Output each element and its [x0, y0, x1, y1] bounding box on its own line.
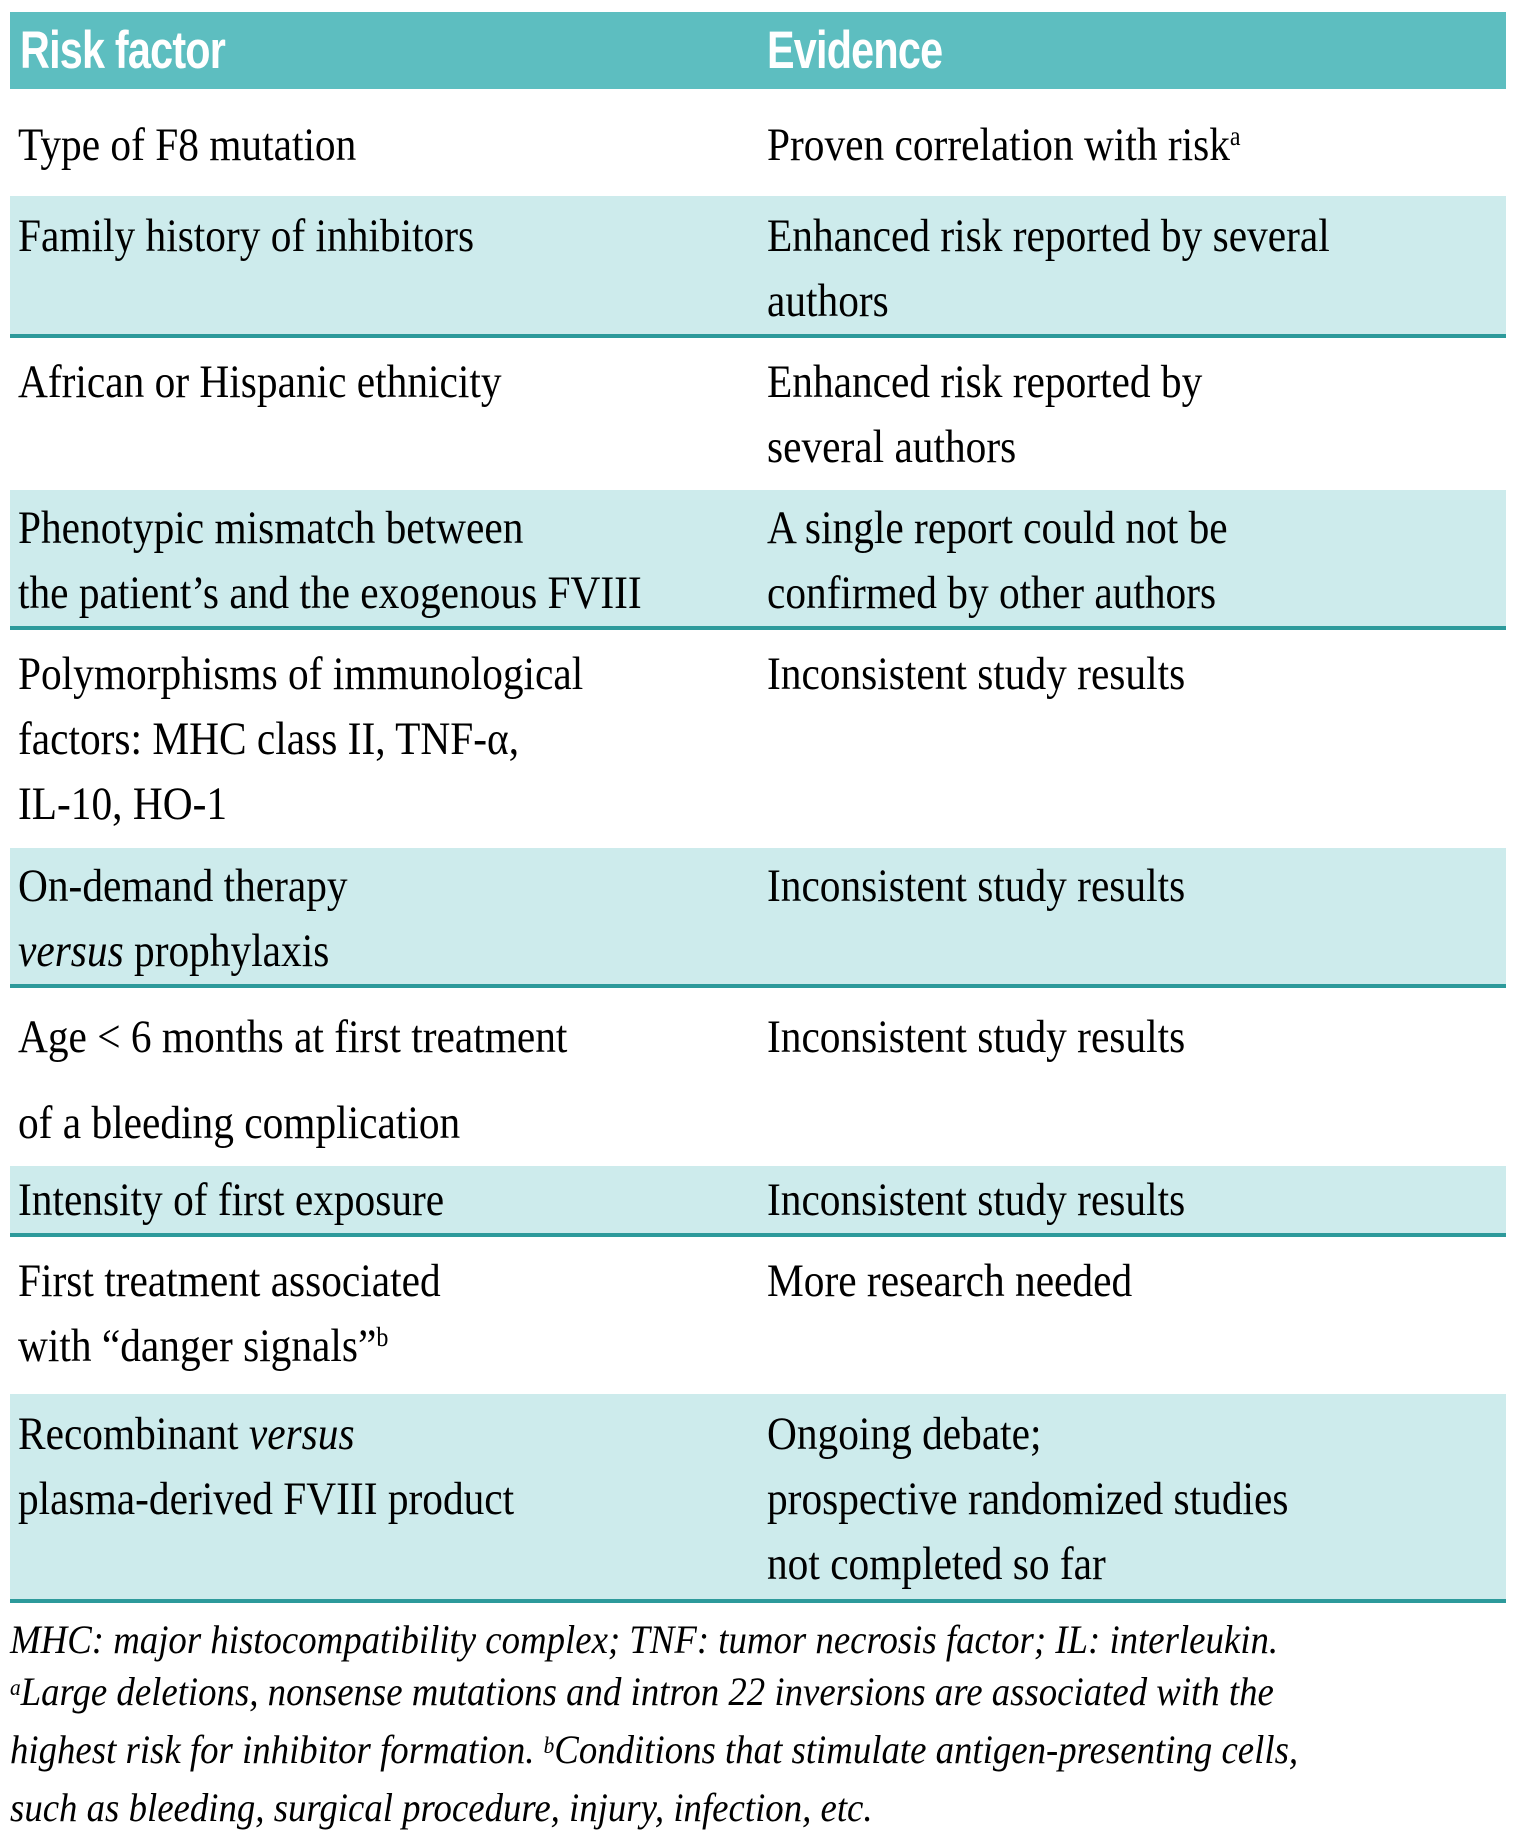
evidence-cell	[767, 1394, 1506, 1599]
evidence-cell	[767, 1166, 1506, 1233]
text-segment: Inconsistent study results	[767, 648, 1186, 700]
paper-table-figure	[0, 12, 1516, 1834]
table-row	[10, 848, 1506, 988]
text-segment: A single report could not be	[767, 502, 1228, 554]
risk-factor-cell	[10, 1237, 767, 1394]
risk-factor-cell	[10, 89, 767, 196]
text-segment: First treatment associated	[18, 1255, 441, 1307]
text-line	[18, 1467, 677, 1532]
text-line	[10, 1614, 1386, 1666]
footnote-marker: a	[10, 1674, 21, 1701]
text-segment: not completed so far	[767, 1538, 1106, 1590]
risk-factor-table	[10, 12, 1506, 1603]
text-line	[767, 1532, 1417, 1597]
text-line	[767, 994, 1417, 1080]
text-line	[18, 113, 677, 178]
text-segment: Polymorphisms of immunological	[18, 648, 584, 700]
text-segment: Enhanced risk reported by several	[767, 210, 1330, 262]
text-line	[18, 1314, 677, 1385]
risk-factor-cell	[10, 338, 767, 490]
header-cell-risk-factor	[10, 20, 767, 81]
text-line	[18, 919, 677, 984]
text-line	[767, 642, 1417, 707]
table-row	[10, 630, 1506, 848]
evidence-cell	[767, 1237, 1506, 1394]
text-segment: confirmed by other authors	[767, 567, 1217, 619]
text-segment: Enhanced risk reported by	[767, 356, 1203, 408]
text-segment: Conditions that stimulate antigen-presenting cells,	[554, 1727, 1299, 1772]
evidence-cell	[767, 338, 1506, 490]
header-label-risk-factor: Risk factor	[20, 21, 226, 80]
text-line	[10, 1782, 1386, 1834]
footnote-marker: a	[1229, 121, 1241, 152]
text-line	[767, 269, 1417, 334]
text-line	[18, 1080, 677, 1166]
text-line	[18, 994, 677, 1080]
text-line	[767, 204, 1417, 269]
text-line	[18, 772, 677, 837]
text-segment: On-demand therapy	[18, 860, 348, 912]
text-segment: versus	[248, 1408, 355, 1460]
text-line	[18, 1402, 677, 1467]
text-line	[18, 496, 677, 561]
text-segment: Type of F8 mutation	[18, 119, 357, 171]
text-line	[18, 642, 677, 707]
text-segment: prospective randomized studies	[767, 1473, 1289, 1525]
text-segment: Large deletions, nonsense mutations and intron 22 inversions are associated with the	[20, 1669, 1274, 1714]
text-line	[767, 854, 1417, 919]
text-segment: authors	[767, 275, 889, 327]
text-segment: factors: MHC class II, TNF-α,	[18, 713, 520, 765]
text-segment: Inconsistent study results	[767, 1011, 1186, 1063]
text-segment: IL-10, HO-1	[18, 778, 228, 830]
text-segment: African or Hispanic ethnicity	[18, 356, 502, 408]
text-segment: More research needed	[767, 1255, 1133, 1307]
table-row	[10, 196, 1506, 338]
text-line	[10, 1666, 1386, 1724]
text-line	[767, 113, 1417, 184]
text-line	[18, 561, 677, 626]
text-segment: prophylaxis	[123, 925, 330, 977]
header-cell-evidence	[767, 20, 1506, 81]
risk-factor-cell	[10, 988, 767, 1166]
header-label-evidence: Evidence	[767, 21, 943, 80]
risk-factor-cell	[10, 490, 767, 626]
text-line	[18, 707, 677, 772]
table-row	[10, 1394, 1506, 1603]
text-segment: Family history of inhibitors	[18, 210, 475, 262]
footnote-marker: b	[376, 1322, 389, 1353]
text-segment: the patient’s and the exogenous FVIII	[18, 567, 642, 619]
text-segment: several authors	[767, 421, 1017, 473]
text-line	[767, 350, 1417, 415]
text-line	[767, 561, 1417, 626]
evidence-cell	[767, 490, 1506, 626]
text-segment: Age < 6 months at first treatment	[18, 1011, 568, 1063]
text-segment: highest risk for inhibitor formation.	[10, 1727, 544, 1772]
text-segment: Inconsistent study results	[767, 1174, 1186, 1226]
risk-factor-cell	[10, 1394, 767, 1599]
text-segment: Phenotypic mismatch between	[18, 502, 524, 554]
text-segment: plasma-derived FVIII product	[18, 1473, 515, 1525]
table-header-row	[10, 12, 1506, 89]
table-row	[10, 1237, 1506, 1394]
text-line	[767, 1402, 1417, 1467]
text-segment: of a bleeding complication	[18, 1097, 461, 1149]
text-line	[18, 854, 677, 919]
table-footnote	[10, 1614, 1506, 1834]
text-segment: Proven correlation with risk	[767, 119, 1230, 171]
text-line	[18, 350, 677, 415]
risk-factor-cell	[10, 1166, 767, 1233]
table-row	[10, 988, 1506, 1166]
text-segment: versus	[18, 925, 124, 977]
text-segment: Ongoing debate;	[767, 1408, 1042, 1460]
evidence-cell	[767, 630, 1506, 848]
text-segment: Inconsistent study results	[767, 860, 1186, 912]
text-line	[10, 1724, 1386, 1782]
text-line	[767, 1168, 1417, 1233]
table-row	[10, 89, 1506, 196]
text-segment: MHC: major histocompatibility complex; TNF: tumor necrosis factor; IL: interleukin.	[10, 1617, 1279, 1662]
text-segment: Recombinant	[18, 1408, 249, 1460]
text-segment: such as bleeding, surgical procedure, injury, infection, etc.	[10, 1785, 873, 1830]
text-line	[18, 204, 677, 269]
text-line	[767, 415, 1417, 480]
evidence-cell	[767, 848, 1506, 984]
table-row	[10, 1166, 1506, 1237]
risk-factor-cell	[10, 630, 767, 848]
text-line	[767, 496, 1417, 561]
text-line	[18, 1168, 677, 1233]
evidence-cell	[767, 196, 1506, 334]
footnote-marker: b	[543, 1732, 555, 1759]
risk-factor-cell	[10, 196, 767, 334]
table-row	[10, 490, 1506, 630]
text-line	[767, 1249, 1417, 1314]
table-row	[10, 338, 1506, 490]
text-segment: with “danger signals”	[18, 1320, 377, 1372]
table-body	[10, 89, 1506, 1603]
risk-factor-cell	[10, 848, 767, 984]
text-segment: Intensity of first exposure	[18, 1174, 445, 1226]
evidence-cell	[767, 988, 1506, 1166]
text-line	[18, 1249, 677, 1314]
text-line	[767, 1467, 1417, 1532]
evidence-cell	[767, 89, 1506, 196]
